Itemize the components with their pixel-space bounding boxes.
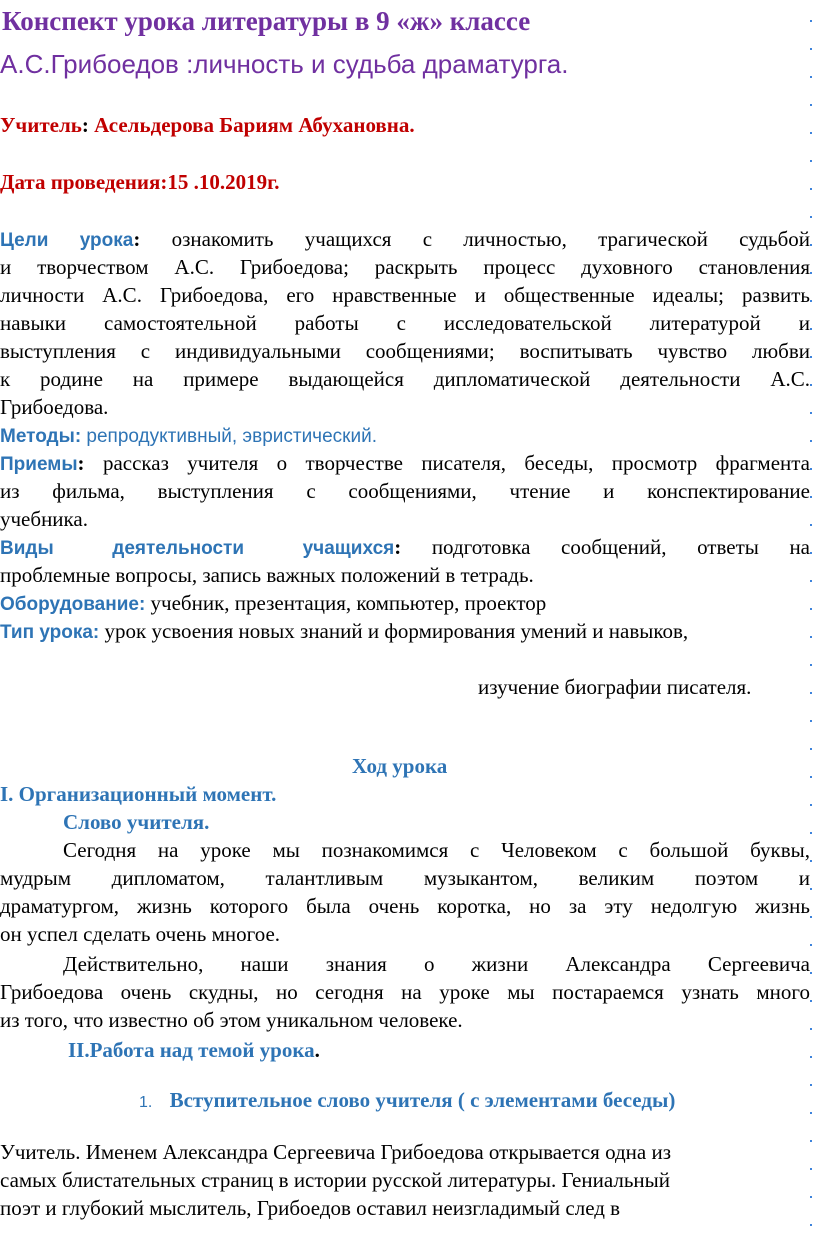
- teacher-name: Асельдерова Бариям Абухановна.: [94, 113, 415, 137]
- para1-line-1: Сегодня на уроке мы познакомимся с Человеком с большой буквы,: [63, 838, 810, 862]
- edge-mark: ·: [808, 10, 814, 30]
- activities-label: Виды деятельности учащихся: [0, 538, 395, 559]
- edge-mark: ·: [808, 94, 814, 114]
- goals-line-3: личности А.С. Грибоедова, его нравственные и общественные идеалы; развить: [0, 283, 810, 307]
- page-edge-decoration: [808, 0, 816, 1234]
- methods-line: [0, 421, 377, 452]
- section-2-heading: II.Работа над темой урока.: [68, 1038, 320, 1062]
- edge-mark: ·: [808, 486, 814, 506]
- edge-mark: ·: [808, 850, 814, 870]
- goals-line-6: к родине на примере выдающейся дипломатической деятельности А.С.: [0, 367, 810, 391]
- goals-line-2: и творчеством А.С. Грибоедова; раскрыть процесс духовного становления: [0, 255, 810, 279]
- goals-line-7: Грибоедова.: [0, 395, 109, 419]
- equipment-line: [0, 589, 546, 620]
- teacher-word-heading: Слово учителя.: [63, 810, 210, 834]
- para3-line-3: поэт и глубокий мыслитель, Грибоедов оставил неизгладимый след в: [0, 1196, 621, 1220]
- techniques-label: Приемы: [0, 454, 78, 475]
- edge-mark: ·: [808, 458, 814, 478]
- goals-line-4: навыки самостоятельной работы с исследовательской литературой и: [0, 311, 810, 335]
- teacher-label: Учитель: [0, 113, 82, 137]
- edge-mark: ·: [808, 206, 814, 226]
- para2-line-2: Грибоедова очень скудны, но сегодня на уроке мы постараемся узнать много: [0, 980, 810, 1004]
- edge-mark: ·: [808, 1018, 814, 1038]
- edge-mark: ·: [808, 598, 814, 618]
- edge-mark: ·: [808, 346, 814, 366]
- edge-mark: ·: [808, 990, 814, 1010]
- edge-mark: ·: [808, 1186, 814, 1206]
- edge-mark: ·: [808, 766, 814, 786]
- item-1-number: 1.: [139, 1094, 153, 1111]
- date-label: Дата проведения:: [0, 170, 168, 194]
- edge-mark: ·: [808, 178, 814, 198]
- edge-mark: ·: [808, 38, 814, 58]
- edge-mark: ·: [808, 290, 814, 310]
- teacher-line: Учитель: Асельдерова Бариям Абухановна.: [0, 113, 415, 137]
- activities-line-1: Виды деятельности учащихся: подготовка сообщений, ответы на: [0, 535, 810, 559]
- edge-mark: ·: [808, 906, 814, 926]
- section-1-heading: I. Организационный момент.: [0, 782, 277, 806]
- edge-mark: ·: [808, 682, 814, 702]
- edge-mark: ·: [808, 374, 814, 394]
- para3-line-2: самых блистательных страниц в истории русской литературы. Гениальный: [0, 1168, 670, 1192]
- item-1: [139, 1086, 675, 1118]
- para3-line-1: Учитель. Именем Александра Сергеевича Грибоедова открывается одна из: [0, 1140, 671, 1164]
- goals-line-1: Цели урока: ознакомить учащихся с личностью, трагической судьбой: [0, 227, 811, 251]
- edge-mark: ·: [808, 1158, 814, 1178]
- para1-line-3: драматургом, жизнь которого была очень коротка, но за эту недолгую жизнь: [0, 894, 810, 918]
- edge-mark: ·: [808, 738, 814, 758]
- techniques-line-1: Приемы: рассказ учителя о творчестве писателя, беседы, просмотр фрагмента: [0, 451, 811, 475]
- edge-mark: ·: [808, 1046, 814, 1066]
- document-title: Конспект урока литературы в 9 «ж» классе: [2, 6, 531, 36]
- edge-mark: ·: [808, 402, 814, 422]
- para2-line-1: Действительно, наши знания о жизни Александра Сергеевича: [63, 952, 810, 976]
- edge-mark: ·: [808, 234, 814, 254]
- edge-mark: ·: [808, 1214, 814, 1234]
- edge-mark: ·: [808, 1130, 814, 1150]
- para2-line-3: из того, что известно об этом уникальном человеке.: [0, 1008, 463, 1032]
- para1-line-2: мудрым дипломатом, талантливым музыкантом, великим поэтом и: [0, 866, 810, 890]
- equipment-value: учебник, презентация, компьютер, проектор: [150, 591, 547, 615]
- edge-mark: ·: [808, 318, 814, 338]
- edge-mark: ·: [808, 542, 814, 562]
- methods-label: Методы:: [0, 426, 82, 447]
- lesson-type-value: урок усвоения новых знаний и формирования умений и навыков,: [104, 619, 689, 643]
- document-subtitle: А.С.Грибоедов :личность и судьба драматурга.: [0, 49, 569, 79]
- techniques-line-3: учебника.: [0, 507, 88, 531]
- date-value: 15 .10.2019г.: [167, 170, 280, 194]
- edge-mark: ·: [808, 122, 814, 142]
- para1-line-4: он успел сделать очень многое.: [0, 922, 281, 946]
- edge-mark: ·: [808, 710, 814, 730]
- edge-mark: ·: [808, 150, 814, 170]
- lesson-type-label: Тип урока:: [0, 622, 100, 643]
- edge-mark: ·: [808, 794, 814, 814]
- edge-mark: ·: [808, 878, 814, 898]
- edge-mark: ·: [808, 514, 814, 534]
- lesson-type-value-2: изучение биографии писателя.: [478, 675, 752, 699]
- date-line: [0, 168, 280, 197]
- edge-mark: ·: [808, 1102, 814, 1122]
- item-1-heading: Вступительное слово учителя ( с элементами беседы): [169, 1088, 676, 1112]
- edge-mark: ·: [808, 262, 814, 282]
- goals-line-5: выступления с индивидуальными сообщениями; воспитывать чувство любви: [0, 339, 810, 363]
- techniques-line-2: из фильма, выступления с сообщениями, чтение и конспектирование: [0, 479, 810, 503]
- edge-mark: ·: [808, 934, 814, 954]
- course-heading: Ход урока: [352, 754, 448, 778]
- edge-mark: ·: [808, 654, 814, 674]
- edge-mark: ·: [808, 822, 814, 842]
- activities-line-2: проблемные вопросы, запись важных положений в тетрадь.: [0, 563, 534, 587]
- goals-label: Цели урока: [0, 230, 134, 251]
- edge-mark: ·: [808, 962, 814, 982]
- equipment-label: Оборудование:: [0, 594, 146, 615]
- lesson-type-line: [0, 617, 688, 648]
- edge-mark: ·: [808, 430, 814, 450]
- edge-mark: ·: [808, 1074, 814, 1094]
- edge-mark: ·: [808, 626, 814, 646]
- edge-mark: ·: [808, 66, 814, 86]
- methods-value: репродуктивный, эвристический.: [86, 426, 377, 447]
- edge-mark: ·: [808, 570, 814, 590]
